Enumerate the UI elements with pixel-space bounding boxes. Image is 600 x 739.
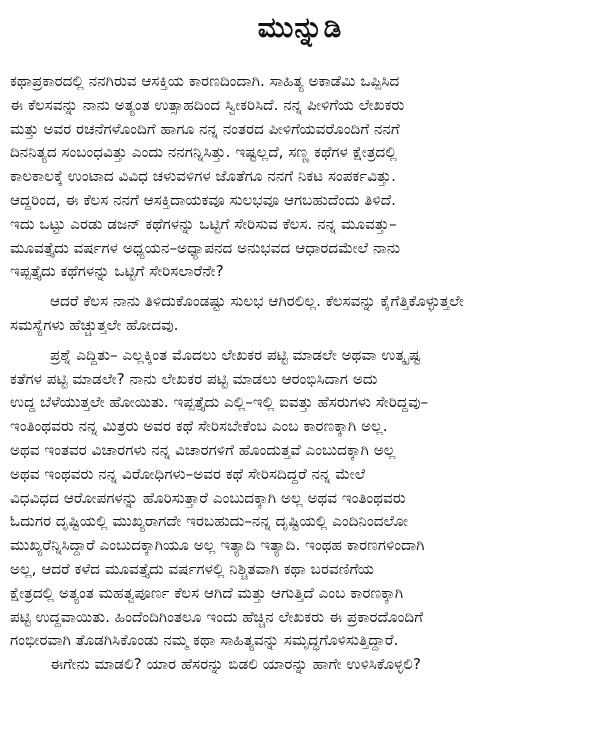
text-line: ಪಟ್ಟಿ ಉದ್ದವಾಯಿತು. ಹಿಂದೆಂದಿಗಿಂತಲೂ ಇಂದು ಹೆಚ್ಚಿನ ಲೇಖಕರು ಈ ಪ್ರಕಾರದೊಂದಿಗೆ [10, 607, 424, 626]
text-line: ಮೂವತ್ತೈದು ವರ್ಷಗಳ ಅಧ್ಯಯನ–ಅಧ್ಯಾಪನದ ಅನುಭವದ ಆಧಾರದಮೇಲೆ ನಾನು [10, 238, 401, 257]
paragraph-4 [10, 653, 590, 677]
page-title: ಮುನ್ನುಡಿ [257, 11, 343, 44]
text-line: ಅಥವ ಇಂಥವರು ನನ್ನ ವಿರೋಧಿಗಳು–ಅವರ ಕಥೆ ಸೇರಿಸದಿದ್ದರೆ ನನ್ನ ಮೇಲೆ [10, 464, 366, 483]
paragraph-1 [10, 70, 590, 284]
text-line: ಈಗೇನು ಮಾಡಲಿ? ಯಾರ ಹೆಸರನ್ನು ಬಿಡಲಿ ಯಾರನ್ನು ಹಾಗೇ ಉಳಿಸಿಕೊಳ್ಳಲಿ? [50, 655, 421, 674]
text-line: ಈ ಕೆಲಸವನ್ನು ನಾನು ಅತ್ಯಂತ ಉತ್ಸಾಹದಿಂದ ಸ್ವೀಕರಿಸಿದೆ. ನನ್ನ ಪೀಳಿಗೆಯ ಲೇಖಕರು [10, 95, 405, 114]
text-line: ಅಲ್ಲ, ಆದರೆ ಕಳೆದ ಮೂವತ್ತೈದು ವರ್ಷಗಳಲ್ಲಿ ನಿಶ್ಚಿತವಾಗಿ ಕಥಾ ಬರವಣಿಗೆಯ [10, 559, 375, 578]
paragraph-3 [10, 344, 590, 653]
text-line: ಓದುಗರ ದೃಷ್ಟಿಯಲ್ಲಿ ಮುಖ್ಯರಾಗದೇ ಇರಬಹುದು–ನನ್ನ ದೃಷ್ಟಿಯಲ್ಲಿ ಎಂದಿನಿಂದಲೋ [10, 512, 409, 531]
text-line: ದಿನನಿತ್ಯದ ಸಂಬಂಧವಿತ್ತು ಎಂದು ನನಗನ್ನಿಸಿತ್ತು. ಇಷ್ಟಲ್ಲದೆ, ಸಣ್ಣ ಕಥೆಗಳ ಕ್ಷೇತ್ರದಲ್ಲಿ [10, 143, 397, 162]
text-line: ಇಂತಿಂಥವರು ನನ್ನ ಮಿತ್ರರು ಅವರ ಕಥೆ ಸೇರಿಸಬೇಕೆಂಬ ಎಂಬ ಕಾರಣಕ್ಕಾಗಿ ಅಲ್ಲ. [10, 417, 388, 436]
text-line: ಆದರೆ ಕೆಲಸ ನಾನು ತಿಳಿದುಕೊಂಡಷ್ಟು ಸುಲಭ ಆಗಿರಲಿಲ್ಲ. ಕೆಲಸವನ್ನು ಕೈಗೆತ್ತಿಕೊಳ್ಳುತ್ತಲೇ [50, 292, 465, 311]
text-line: ಅಥವ ಇಂತವರ ವಿಚಾರಗಳು ನನ್ನ ವಿಚಾರಗಳಿಗೆ ಹೊಂದುತ್ತವೆ ಎಂಬುದಕ್ಕಾಗಿ ಅಲ್ಲ [10, 440, 396, 459]
text-line: ಮತ್ತು ಅವರ ರಚನೆಗಳೊಂದಿಗೆ ಹಾಗೂ ನನ್ನ ನಂತರದ ಪೀಳಿಗೆಯವರೊಂದಿಗೆ ನನಗೆ [10, 119, 400, 138]
text-line: ಕ್ಷೇತ್ರದಲ್ಲಿ ಅತ್ಯಂತ ಮಹತ್ವಪೂರ್ಣ ಕೆಲಸ ಆಗಿದೆ ಮತ್ತು ಆಗುತ್ತಿದೆ ಎಂಬ ಕಾರಣಕ್ಕಾಗಿ [10, 583, 404, 602]
text-line: ಕತೆಗಳ ಪಟ್ಟಿ ಮಾಡಲೇ? ನಾನು ಲೇಖಕರ ಪಟ್ಟಿ ಮಾಡಲು ಆರಂಭಿಸಿದಾಗ ಅದು [10, 369, 378, 388]
text-line: ಕಾಲಕಾಲಕ್ಕೆ ಉಂಟಾದ ವಿವಿಧ ಚಳುವಳಿಗಳ ಜೊತೆಗೂ ನನಗೆ ನಿಕಟ ಸಂಪರ್ಕವಿತ್ತು. [10, 167, 397, 186]
text-line: ಪ್ರಶ್ನೆ ಎದ್ದಿತು– ಎಲ್ಲಕ್ಕಿಂತ ಮೊದಲು ಲೇಖಕರ ಪಟ್ಟಿ ಮಾಡಲೇ ಅಥವಾ ಉತ್ಕೃಷ್ಟ [50, 345, 421, 364]
text-line: ಆದ್ದರಿಂದ, ಈ ಕೆಲಸ ನನಗೆ ಆಸಕ್ತಿದಾಯಕವೂ ಸುಲಭವೂ ಆಗಬಹುದೆಂದು ತಿಳಿದೆ. [10, 190, 397, 209]
text-line: ಮುಖ್ಯರೆನ್ನಿಸಿದ್ದಾರೆ ಎಂಬುದಕ್ಕಾಗಿಯೂ ಅಲ್ಲ ಇತ್ಯಾದಿ ಇತ್ಯಾದಿ. ಇಂಥಹ ಕಾರಣಗಳಿಂದಾಗಿ [10, 536, 425, 555]
text-line: ಸಮಸ್ಯೆಗಳು ಹೆಚ್ಚುತ್ತಲೇ ಹೋದವು. [10, 315, 179, 334]
text-line: ಉದ್ದ ಬೆಳೆಯುತ್ತಲೇ ಹೋಯಿತು. ಇಪ್ಪತ್ತೈದು ಎಲ್ಲಿ–ಇಲ್ಲಿ ಐವತ್ತು ಹೆಸರುಗಳು ಸೇರಿದ್ದವು– [10, 393, 429, 412]
text-line: ಇದು ಒಟ್ಟು ಎರಡು ಡಜನ್ ಕಥೆಗಳನ್ನು ಒಟ್ಟಿಗೆ ಸೇರಿಸುವ ಕೆಲಸ. ನನ್ನ ಮೂವತ್ತು– [10, 214, 397, 233]
paragraph-2 [10, 290, 590, 338]
text-line: ಕಥಾಪ್ರಕಾರದಲ್ಲಿ ನನಗಿರುವ ಆಸಕ್ತಿಯ ಕಾರಣದಿಂದಾಗಿ. ಸಾಹಿತ್ಯ ಅಕಾಡೆಮಿ ಒಪ್ಪಿಸಿದ [10, 72, 400, 90]
text-line: ವಿಧವಿಧದ ಆರೋಪಗಳನ್ನು ಹೊರಿಸುತ್ತಾರೆ ಎಂಬುದಕ್ಕಾಗಿ ಅಲ್ಲ ಅಥವ ಇಂತಿಂಥವರು [10, 488, 406, 507]
text-line: ಇಪ್ಪತ್ತೈದು ಕಥೆಗಳನ್ನು ಒಟ್ಟಿಗೆ ಸೇರಿಸಲಾರೆನೇ? [10, 262, 224, 281]
text-line: ಗಂಭೀರವಾಗಿ ತೊಡಗಿಸಿಕೊಂಡು ನಮ್ಮ ಕಥಾ ಸಾಹಿತ್ಯವನ್ನು ಸಮೃದ್ಧಗೊಳಿಸುತ್ತಿದ್ದಾರೆ. [10, 631, 399, 650]
